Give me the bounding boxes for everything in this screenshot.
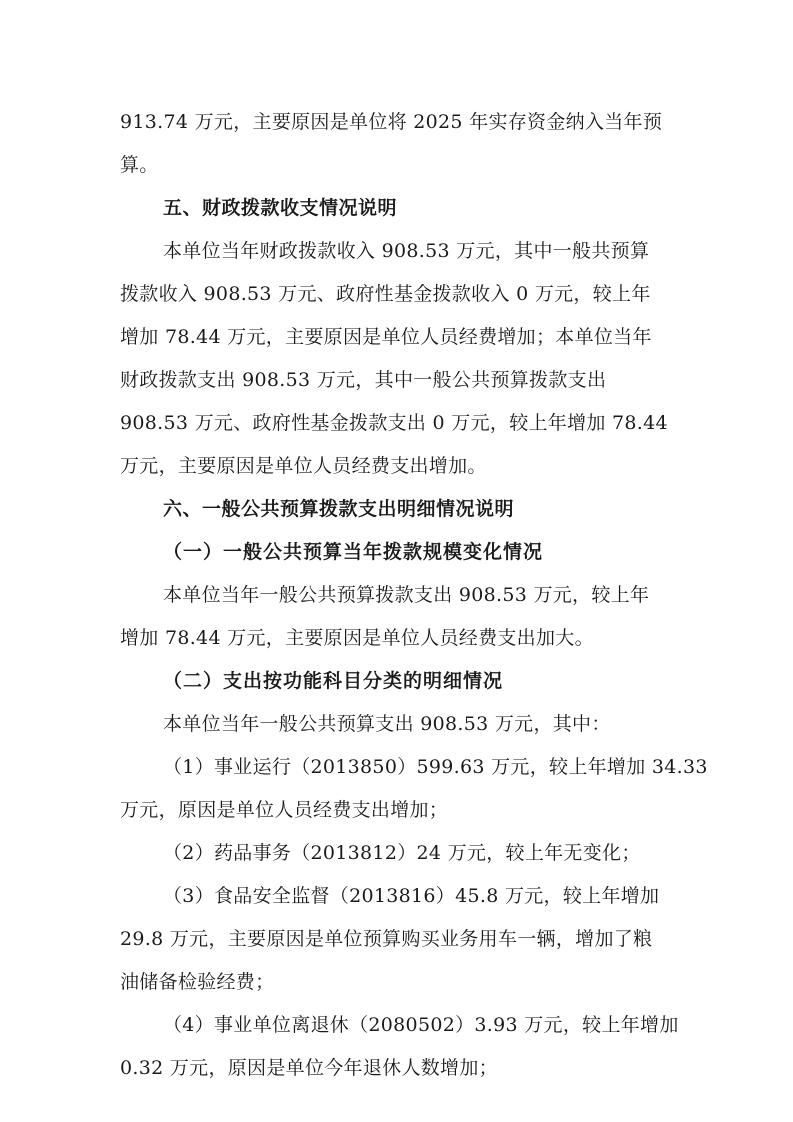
paragraph-line: 财政拨款支出 908.53 万元，其中一般公共预算拨款支出 — [120, 369, 607, 391]
section-heading-6: 六、一般公共预算拨款支出明细情况说明 — [163, 498, 515, 520]
list-item-3: （3）食品安全监督（2013816）45.8 万元，较上年增加 — [163, 885, 660, 907]
list-item-3-cont: 油储备检验经费； — [120, 971, 275, 993]
paragraph-line: 913.74 万元，主要原因是单位将 2025 年实存资金纳入当年预 — [120, 111, 663, 133]
paragraph-line: 万元，主要原因是单位人员经费支出增加。 — [120, 455, 487, 477]
list-item-2: （2）药品事务（2013812）24 万元，较上年无变化； — [163, 842, 641, 864]
paragraph-line: 本单位当年一般公共预算拨款支出 908.53 万元，较上年 — [163, 584, 650, 606]
subsection-heading-2: （二）支出按功能科目分类的明细情况 — [163, 670, 504, 692]
list-item-4: （4）事业单位离退休（2080502）3.93 万元，较上年增加 — [163, 1014, 679, 1036]
list-item-1-cont: 万元，原因是单位人员经费支出增加； — [120, 799, 449, 821]
subsection-heading-1: （一）一般公共预算当年拨款规模变化情况 — [163, 541, 544, 563]
list-item-4-cont: 0.32 万元，原因是单位今年退休人数增加； — [120, 1057, 498, 1079]
list-item-1: （1）事业运行（2013850）599.63 万元，较上年增加 34.33 — [163, 756, 708, 778]
paragraph-line: 增加 78.44 万元，主要原因是单位人员经费支出加大。 — [120, 627, 594, 649]
paragraph-line: 算。 — [120, 154, 159, 176]
paragraph-line: 增加 78.44 万元，主要原因是单位人员经费增加；本单位当年 — [120, 326, 652, 348]
paragraph-line: 拨款收入 908.53 万元、政府性基金拨款收入 0 万元，较上年 — [120, 283, 651, 305]
paragraph-line: 本单位当年财政拨款收入 908.53 万元，其中一般共预算 — [163, 240, 650, 262]
paragraph-line: 本单位当年一般公共预算支出 908.53 万元，其中： — [163, 713, 611, 735]
paragraph-line: 908.53 万元、政府性基金拨款支出 0 万元，较上年增加 78.44 — [120, 412, 668, 434]
section-heading-5: 五、财政拨款收支情况说明 — [163, 197, 398, 219]
list-item-3-cont: 29.8 万元，主要原因是单位预算购买业务用车一辆，增加了粮 — [120, 928, 653, 950]
